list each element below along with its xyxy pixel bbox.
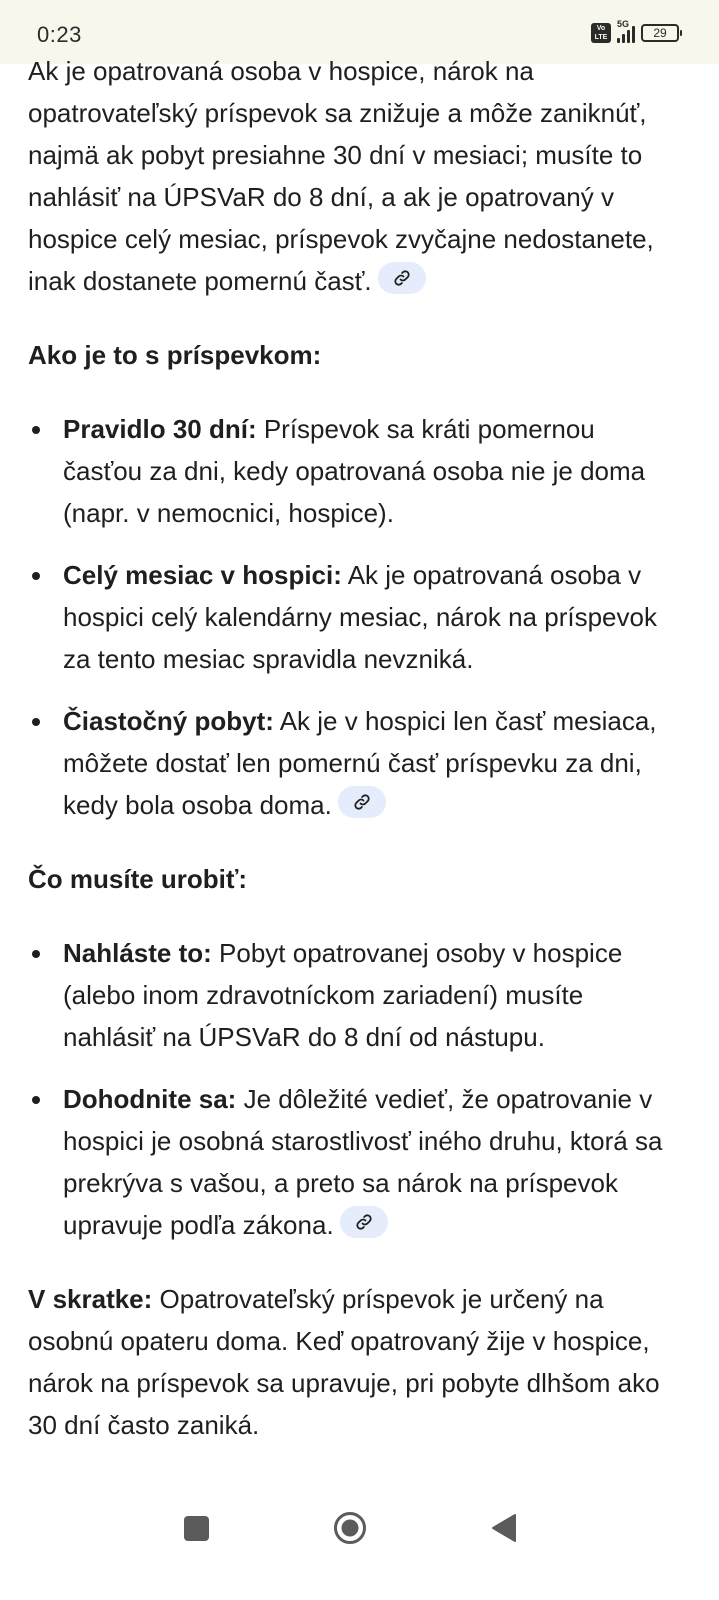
link-icon bbox=[393, 269, 411, 287]
answer-content bbox=[28, 50, 678, 1446]
list-item: Nahláste to: Pobyt opatrovanej osoby v hospice (alebo inom zdravotníckom zariadení) musíte nahlásiť na ÚPSVaR do 8 dní od nástupu. bbox=[28, 932, 678, 1058]
section-heading: Ako je to s príspevkom: bbox=[28, 340, 322, 370]
summary-paragraph: V skratke: Opatrovateľský príspevok je určený na osobnú opateru doma. Keď opatrovaný žije v hospice, nárok na príspevok sa upravuje, pri pobyte dlhšom ako 30 dní často zaniká. bbox=[28, 1284, 660, 1440]
source-link-chip[interactable] bbox=[378, 262, 426, 294]
bullet-list bbox=[28, 408, 678, 826]
link-icon bbox=[353, 793, 371, 811]
list-item: Celý mesiac v hospici: Ak je opatrovaná osoba v hospici celý kalendárny mesiac, nárok na príspevok za tento mesiac spravidla nevzniká. bbox=[28, 554, 678, 680]
home-circle-icon[interactable] bbox=[333, 1511, 367, 1545]
volte-icon: Vo LTE bbox=[591, 23, 611, 43]
source-link-chip[interactable] bbox=[340, 1206, 388, 1238]
list-item: Dohodnite sa: Je dôležité vedieť, že opatrovanie v hospici je osobná starostlivosť iného druhu, ktorá sa prekrýva s vašou, a preto sa nárok na príspevok upravuje podľa zákona. bbox=[28, 1078, 678, 1246]
list-item: Pravidlo 30 dní: Príspevok sa kráti pomernou časťou za dni, kedy opatrovaná osoba nie je doma (napr. v nemocnici, hospice). bbox=[28, 408, 678, 534]
signal-icon bbox=[617, 19, 635, 43]
section-heading: Čo musíte urobiť: bbox=[28, 864, 248, 894]
battery-icon: 29 bbox=[641, 24, 679, 42]
list-item: Čiastočný pobyt: Ak je v hospici len časť mesiaca, môžete dostať len pomernú časť príspevku za dni, kedy bola osoba doma. bbox=[28, 700, 678, 826]
status-icons bbox=[591, 19, 679, 43]
link-icon bbox=[355, 1213, 373, 1231]
back-triangle-icon[interactable] bbox=[490, 1513, 518, 1543]
navigation-bar bbox=[0, 1496, 719, 1600]
intro-paragraph bbox=[28, 50, 678, 302]
status-time: 0:23 bbox=[37, 22, 82, 47]
recents-square-icon[interactable] bbox=[184, 1516, 209, 1541]
intro-text: Ak je opatrovaná osoba v hospice, nárok na opatrovateľský príspevok sa znižuje a môže zaniknúť, najmä ak pobyt presiahne 30 dní v mesiaci; musíte to nahlásiť na ÚPSVaR do 8 dní, a ak je opatrovaný v hospice celý mesiac, príspevok zvyčajne nedostanete, inak dostanete pomernú časť. bbox=[28, 56, 654, 296]
bullet-list bbox=[28, 932, 678, 1246]
source-link-chip[interactable] bbox=[338, 786, 386, 818]
network-type: 5G bbox=[617, 19, 630, 29]
